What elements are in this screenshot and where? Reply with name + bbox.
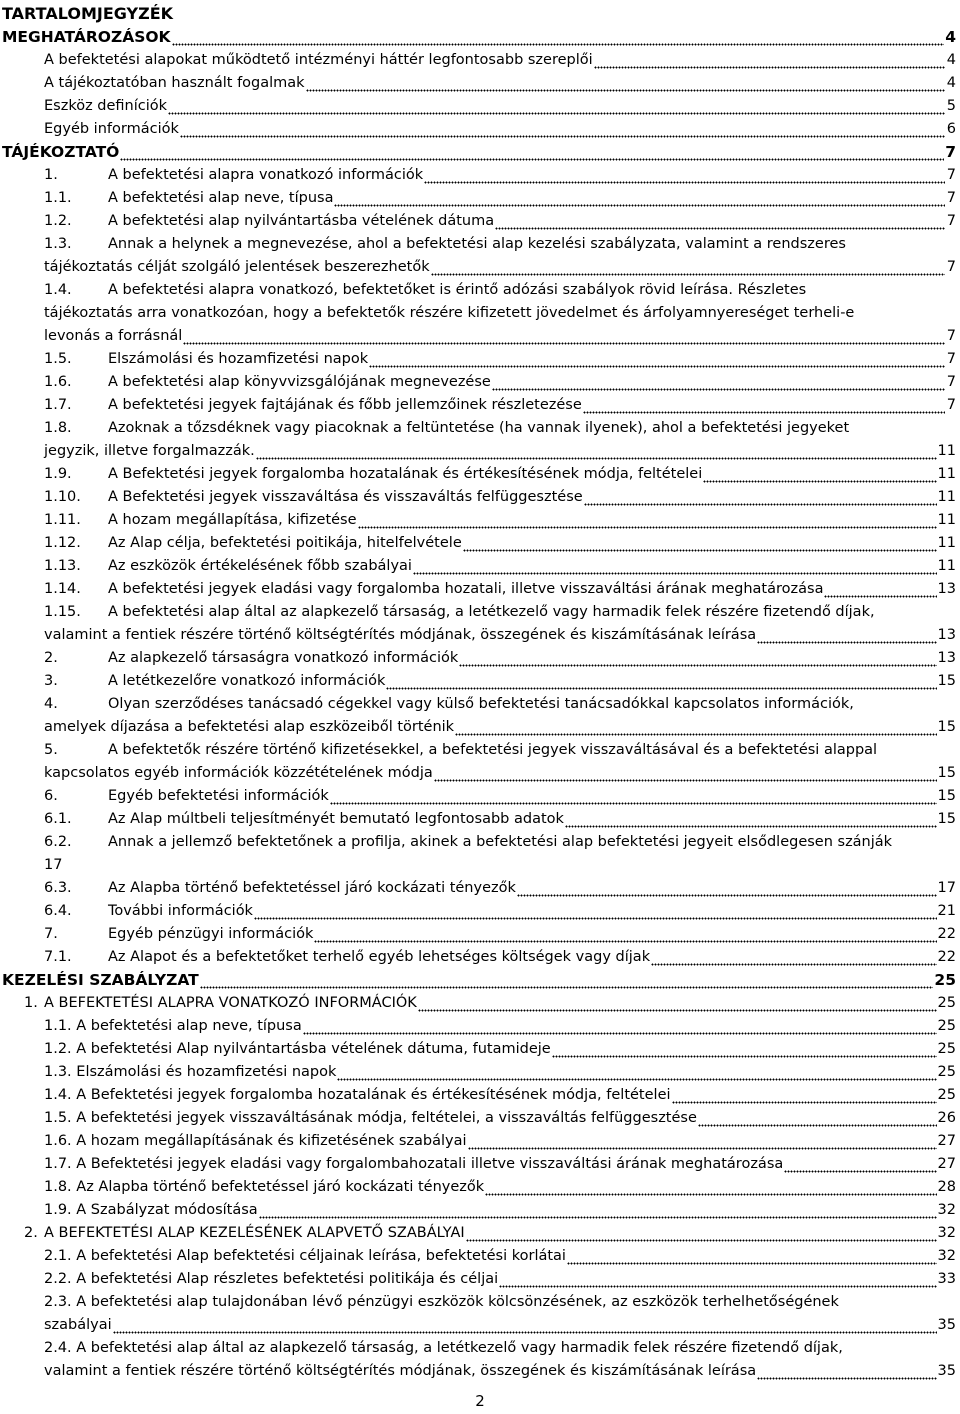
toc-entry-page: 7 <box>946 374 956 390</box>
toc-entry-line <box>0 1061 960 1084</box>
toc-entry-number: 5. <box>44 742 58 758</box>
toc-entry-line <box>0 854 960 877</box>
toc-entry-text: Eszköz definíciók <box>44 98 168 114</box>
toc-entry-number: 1.15. <box>44 604 81 620</box>
toc-entry-text: 1.4. A Befektetési jegyek forgalomba hozatalának és értékesítésének módja, feltételei <box>44 1087 671 1103</box>
toc-entry[interactable] <box>0 1153 960 1176</box>
toc-entry-text: A befektetési alap neve, típusa <box>108 190 334 206</box>
toc-entry-text: 1.5. A befektetési jegyek visszaváltásának módja, feltételei, a visszaváltás felfüggesztése <box>44 1110 697 1126</box>
toc-entry-text: További információk <box>108 903 253 919</box>
toc-entry-text: Annak a jellemző befektetőnek a profilja, akinek a befektetési alap befektetési jegyeit elsődlegesen szánják <box>108 834 893 850</box>
toc-entry-text: 1.6. A hozam megállapításának és kifizetésének szabályai <box>44 1133 467 1149</box>
dot-leader <box>583 394 945 417</box>
toc-entry-text: Az eszközök értékelésének főbb szabályai <box>108 558 412 574</box>
toc-entry[interactable] <box>0 72 960 95</box>
dot-leader <box>492 371 945 394</box>
toc-entry-line <box>0 1222 960 1245</box>
toc-entry-text: A befektetési alap által az alapkezelő társaság, a letétkezelő vagy harmadik felek részére fizetendő díjak, <box>108 604 875 620</box>
dot-leader <box>200 969 934 992</box>
toc-entry[interactable] <box>0 555 960 578</box>
toc-entry-text: A Befektetési jegyek forgalomba hozatalának és értékesítésének módja, feltételei <box>108 466 703 482</box>
dot-leader <box>698 1107 937 1130</box>
toc-entry-line <box>0 808 960 831</box>
toc-entry-text: A befektetési alapokat működtető intézményi háttér legfontosabb szereplői <box>44 52 593 68</box>
toc-entry-number: 6.2. <box>44 834 72 850</box>
toc-entry-page: 13 <box>937 627 956 643</box>
toc-entry-text: KEZELÉSI SZABÁLYZAT <box>2 971 199 989</box>
toc-entry[interactable] <box>0 1084 960 1107</box>
toc-entry-page: 7 <box>946 397 956 413</box>
toc-entry-line <box>0 302 960 325</box>
toc-entry-number: 1.3. <box>44 236 72 252</box>
toc-entry[interactable] <box>0 647 960 670</box>
toc-entry-page: 7 <box>945 143 956 161</box>
toc-entry[interactable] <box>0 164 960 187</box>
toc-entry-text: 1.8. Az Alapba történő befektetéssel járó kockázati tényezők <box>44 1179 485 1195</box>
toc-entry-line <box>0 1107 960 1130</box>
toc-entry-page: 27 <box>937 1133 956 1149</box>
toc-entry[interactable] <box>0 95 960 118</box>
toc-entry-page: 25 <box>934 971 956 989</box>
toc-entry-page: 35 <box>937 1317 956 1333</box>
toc-entry[interactable] <box>0 26 960 49</box>
toc-entry-line <box>0 1038 960 1061</box>
toc-entry-number: 7. <box>44 926 58 942</box>
toc-entry-text: 1.9. A Szabályzat módosítása <box>44 1202 258 1218</box>
toc-entry-line <box>0 187 960 210</box>
toc-entry-line <box>0 164 960 187</box>
dot-leader <box>757 1360 936 1383</box>
toc-entry-line <box>0 946 960 969</box>
toc-entry-text: Egyéb befektetési információk <box>108 788 329 804</box>
toc-entry[interactable] <box>0 1107 960 1130</box>
toc-entry-text: tájékoztatás arra vonatkozóan, hogy a befektetők részére kifizetett jövedelmet és árfolyamnyereséget terheli-e <box>44 305 855 321</box>
dot-leader <box>594 49 945 72</box>
dot-leader <box>455 716 936 739</box>
dot-leader <box>485 1176 936 1199</box>
toc-entry-line <box>0 1130 960 1153</box>
toc-entry-line <box>0 49 960 72</box>
toc-entry-line <box>0 900 960 923</box>
toc-entry-text: MEGHATÁROZÁSOK <box>2 28 171 46</box>
dot-leader <box>183 325 945 348</box>
toc-entry-line <box>0 923 960 946</box>
toc-entry-text: 1.7. A Befektetési jegyek eladási vagy forgalombahozatali illetve visszaváltási árának meghatározása <box>44 1156 784 1172</box>
toc-entry-line <box>0 1084 960 1107</box>
toc-entry[interactable] <box>0 1268 960 1291</box>
toc-entry[interactable] <box>0 118 960 141</box>
toc-entry-page: 4 <box>945 28 956 46</box>
toc-entry-number: 3. <box>44 673 58 689</box>
toc-entry[interactable] <box>0 1038 960 1061</box>
toc-entry-text: valamint a fentiek részére történő költségtérítés módjának, összegének és kiszámításának leírása <box>44 1363 757 1379</box>
toc-entry-page: 28 <box>937 1179 956 1195</box>
toc-entry[interactable] <box>0 1015 960 1038</box>
toc-entry-text: Azoknak a tőzsdéknek vagy piacoknak a feltüntetése (ha vannak ilyenek), ahol a befektetési jegyeket <box>108 420 850 436</box>
toc-entry-page: 26 <box>937 1110 956 1126</box>
toc-entry-line <box>0 578 960 601</box>
toc-entry-page: 25 <box>937 1064 956 1080</box>
dot-leader <box>431 256 945 279</box>
dot-leader <box>499 1268 936 1291</box>
dot-leader <box>180 118 945 141</box>
toc-entry[interactable] <box>0 969 960 992</box>
toc-entry-text: Egyéb információk <box>44 121 179 137</box>
toc-entry-number: 1.2. <box>44 213 72 229</box>
toc-entry-number: 1.9. <box>44 466 72 482</box>
dot-leader <box>703 463 936 486</box>
toc-entry-line <box>0 1245 960 1268</box>
toc-entry-number: 6.4. <box>44 903 72 919</box>
toc-entry-line <box>0 831 960 854</box>
dot-leader <box>334 187 945 210</box>
dot-leader <box>120 141 944 164</box>
toc-entry-page: 15 <box>937 765 956 781</box>
toc-entry-page: 32 <box>937 1202 956 1218</box>
toc-entry[interactable] <box>0 693 960 739</box>
toc-entry-text: A BEFEKTETÉSI ALAP KEZELÉSÉNEK ALAPVETŐ SZABÁLYAI <box>44 1225 465 1241</box>
dot-leader <box>434 762 937 785</box>
toc-entry-text: Annak a helynek a megnevezése, ahol a befektetési alap kezelési szabályzata, valamint a rendszeres <box>108 236 846 252</box>
toc-entry-page: 25 <box>937 1087 956 1103</box>
toc-entry-text: A befektetési jegyek fajtájának és főbb jellemzőinek részletezése <box>108 397 582 413</box>
toc-entry-page: 21 <box>937 903 956 919</box>
dot-leader <box>369 348 945 371</box>
toc-entry-line <box>0 26 960 49</box>
toc-entry-line <box>0 417 960 440</box>
toc-entry-text: 1.3. Elszámolási és hozamfizetési napok <box>44 1064 337 1080</box>
toc-entry-line <box>0 141 960 164</box>
toc-entry-line <box>0 394 960 417</box>
toc-entry-page: 7 <box>946 190 956 206</box>
toc-entry[interactable] <box>0 1199 960 1222</box>
toc-entry-line <box>0 509 960 532</box>
toc-entry-page: 13 <box>937 650 956 666</box>
toc-entry-line <box>0 348 960 371</box>
toc-entry-page: 32 <box>937 1248 956 1264</box>
toc-entry-number: 6.3. <box>44 880 72 896</box>
toc-entry-line <box>0 233 960 256</box>
toc-entry-number: 1.1. <box>44 190 72 206</box>
dot-leader <box>584 486 937 509</box>
dot-leader <box>306 72 945 95</box>
dot-leader <box>113 1314 937 1337</box>
toc-entry-line <box>0 463 960 486</box>
toc-entry[interactable] <box>0 279 960 348</box>
toc-entry[interactable] <box>0 210 960 233</box>
dot-leader <box>172 26 945 49</box>
toc-entry[interactable] <box>0 49 960 72</box>
toc-entry-line <box>0 785 960 808</box>
toc-entry[interactable] <box>0 739 960 785</box>
toc-entry-line <box>0 670 960 693</box>
toc-entry[interactable] <box>0 233 960 279</box>
dot-leader <box>386 670 936 693</box>
toc-entry-page: 25 <box>937 995 956 1011</box>
toc-entry-text: 2.1. A befektetési Alap befektetési céljainak leírása, befektetési korlátai <box>44 1248 566 1264</box>
toc-entry[interactable] <box>0 1337 960 1383</box>
toc-entry-page: 22 <box>937 949 956 965</box>
toc-entry[interactable] <box>0 670 960 693</box>
toc-entry-line <box>0 532 960 555</box>
toc-entry-text: tájékoztatás célját szolgáló jelentések beszerezhetők <box>44 259 430 275</box>
toc-entry-number: 2. <box>44 650 58 666</box>
dot-leader <box>672 1084 937 1107</box>
toc-entry[interactable] <box>0 1130 960 1153</box>
toc-entry[interactable] <box>0 1222 960 1245</box>
dot-leader <box>259 1199 937 1222</box>
toc-entry-line <box>0 279 960 302</box>
dot-leader <box>254 900 937 923</box>
toc-entry-number: 1. <box>44 167 58 183</box>
toc-entry-page: 22 <box>937 926 956 942</box>
toc-entry[interactable] <box>0 578 960 601</box>
toc-entry-page: 7 <box>946 328 956 344</box>
toc-entry-number: 1.11. <box>44 512 81 528</box>
toc-entry-text: A BEFEKTETÉSI ALAPRA VONATKOZÓ INFORMÁCIÓK <box>44 995 417 1011</box>
toc-entry-number: 6.1. <box>44 811 72 827</box>
toc-entry-line <box>0 72 960 95</box>
dot-leader <box>256 440 937 463</box>
toc-entry[interactable] <box>0 877 960 900</box>
toc-entry-line <box>0 1268 960 1291</box>
dot-leader <box>552 1038 937 1061</box>
toc-entry[interactable] <box>0 923 960 946</box>
toc-entry-text: 1.2. A befektetési Alap nyilvántartásba vételének dátuma, futamideje <box>44 1041 551 1057</box>
dot-leader <box>784 1153 936 1176</box>
toc-entry-page: 15 <box>937 673 956 689</box>
toc-entry-text: Az Alap célja, befektetési poitikája, hitelfelvétele <box>108 535 462 551</box>
toc-entry-line <box>0 210 960 233</box>
toc-entry-text: amelyek díjazása a befektetési alap eszközeiből történik <box>44 719 455 735</box>
toc-entry-page: 35 <box>937 1363 956 1379</box>
dot-leader <box>358 509 937 532</box>
toc-entry-number: 1.4. <box>44 282 72 298</box>
toc-entry-page: 25 <box>937 1018 956 1034</box>
toc-entry[interactable] <box>0 371 960 394</box>
toc-entry-text: A befektetési alap nyilvántartásba vételének dátuma <box>108 213 495 229</box>
toc-entry-line <box>0 256 960 279</box>
toc-entry-page: 11 <box>937 558 956 574</box>
toc-entry-text: 17 <box>44 857 63 873</box>
dot-leader <box>314 923 936 946</box>
toc-entry-line <box>0 1015 960 1038</box>
toc-entry-text: kapcsolatos egyéb információk közzétételének módja <box>44 765 433 781</box>
dot-leader <box>466 1222 937 1245</box>
dot-leader <box>424 164 945 187</box>
toc-entry-text: A letétkezelőre vonatkozó információk <box>108 673 386 689</box>
toc-entry-page: 7 <box>946 351 956 367</box>
toc-entry-number: 2. <box>24 1225 38 1241</box>
toc-entry-line <box>0 555 960 578</box>
toc-entry-line <box>0 95 960 118</box>
dot-leader <box>495 210 945 233</box>
toc-entry-line <box>0 1337 960 1360</box>
toc-entry-text: 2.3. A befektetési alap tulajdonában lévő pénzügyi eszközök kölcsönzésének, az eszközök terhelhetőségének <box>44 1294 839 1310</box>
toc-entry-page: 6 <box>946 121 956 137</box>
toc-entry-page: 32 <box>937 1225 956 1241</box>
toc-entry-page: 25 <box>937 1041 956 1057</box>
dot-leader <box>330 785 937 808</box>
toc-entry-line <box>0 440 960 463</box>
toc-entry-page: 11 <box>937 535 956 551</box>
toc-entry-text: A hozam megállapítása, kifizetése <box>108 512 357 528</box>
toc-entry-page: 7 <box>946 213 956 229</box>
toc-entry[interactable] <box>0 831 960 877</box>
toc-entry-line <box>0 762 960 785</box>
toc-entry[interactable] <box>0 463 960 486</box>
toc-entry-line <box>0 1176 960 1199</box>
toc-entry-page: 11 <box>937 489 956 505</box>
toc-entry[interactable] <box>0 900 960 923</box>
toc-entry-page: 4 <box>946 75 956 91</box>
toc-entry-page: 11 <box>937 443 956 459</box>
toc-entry[interactable] <box>0 486 960 509</box>
page-number: 2 <box>475 1392 485 1410</box>
toc-entry-line <box>0 992 960 1015</box>
toc-entry-text: A Befektetési jegyek visszaváltása és visszaváltás felfüggesztése <box>108 489 583 505</box>
toc-title: TARTALOMJEGYZÉK <box>2 4 174 23</box>
toc-entry[interactable] <box>0 509 960 532</box>
dot-leader <box>565 808 937 831</box>
toc-entry-line <box>0 1314 960 1337</box>
toc-entry-text: jegyzik, illetve forgalmazzák. <box>44 443 255 459</box>
toc-entry-text: A befektetési alap könyvvizsgálójának megnevezése <box>108 374 491 390</box>
toc-entry-line <box>0 486 960 509</box>
toc-entry-text: TÁJÉKOZTATÓ <box>2 143 120 161</box>
toc-entry[interactable] <box>0 1291 960 1337</box>
toc-entry-number: 1.6. <box>44 374 72 390</box>
toc-entry[interactable] <box>0 187 960 210</box>
toc-entry-line <box>0 601 960 624</box>
toc-entry-text: valamint a fentiek részére történő költségtérítés módjának, összegének és kiszámításának leírása <box>44 627 757 643</box>
dot-leader <box>463 532 937 555</box>
toc-entry-text: A befektetési alapra vonatkozó, befektetőket is érintő adózási szabályok rövid leírása. Részletes <box>108 282 807 298</box>
toc-entry[interactable] <box>0 1061 960 1084</box>
dot-leader <box>517 877 937 900</box>
toc-entry-line <box>0 325 960 348</box>
dot-leader <box>651 946 936 969</box>
toc-entry-number: 4. <box>44 696 58 712</box>
toc-entry-text: szabályai <box>44 1317 112 1333</box>
toc-entry-line <box>0 1360 960 1383</box>
toc-entry-line <box>0 877 960 900</box>
toc-entry-line <box>0 647 960 670</box>
dot-leader <box>824 578 936 601</box>
toc-entry-page: 15 <box>937 788 956 804</box>
toc-entry-page: 33 <box>937 1271 956 1287</box>
toc-entry-line <box>0 693 960 716</box>
toc-entry[interactable] <box>0 348 960 371</box>
dot-leader <box>418 992 937 1015</box>
toc-entry-page: 11 <box>937 512 956 528</box>
toc-entry[interactable] <box>0 394 960 417</box>
toc-entry-line <box>0 118 960 141</box>
dot-leader <box>337 1061 936 1084</box>
toc-entry-text: Az Alapba történő befektetéssel járó kockázati tényezők <box>108 880 516 896</box>
toc-entry[interactable] <box>0 417 960 463</box>
toc-entry[interactable] <box>0 785 960 808</box>
toc-entry[interactable] <box>0 141 960 164</box>
toc-entry-text: levonás a forrásnál <box>44 328 183 344</box>
toc-entry-number: 6. <box>44 788 58 804</box>
toc-entry-text: Elszámolási és hozamfizetési napok <box>108 351 369 367</box>
toc-entry-text: Olyan szerződéses tanácsadó cégekkel vagy külső befektetési tanácsadókkal kapcsolatos információk, <box>108 696 854 712</box>
toc-entry-text: Az Alapot és a befektetőket terhelő egyéb lehetséges költségek vagy díjak <box>108 949 651 965</box>
toc-entry-line <box>0 1291 960 1314</box>
toc-entry-line <box>0 1153 960 1176</box>
toc-entry-line <box>0 1199 960 1222</box>
toc-entry-text: A tájékoztatóban használt fogalmak <box>44 75 305 91</box>
toc-entry[interactable] <box>0 808 960 831</box>
toc-entry-page: 27 <box>937 1156 956 1172</box>
toc-entry-line <box>0 371 960 394</box>
toc-entry-page: 11 <box>937 466 956 482</box>
toc-entry-text: Az alapkezelő társaságra vonatkozó információk <box>108 650 459 666</box>
toc-entry-line <box>0 739 960 762</box>
toc-entry-page: 17 <box>937 880 956 896</box>
dot-leader <box>567 1245 937 1268</box>
toc-entry[interactable] <box>0 946 960 969</box>
toc-entry-text: 2.4. A befektetési alap által az alapkezelő társaság, a letétkezelő vagy harmadik felek részére fizetendő díjak, <box>44 1340 843 1356</box>
toc-entry-text: A befektetési jegyek eladási vagy forgalomba hozatali, illetve visszaváltási árának meghatározása <box>108 581 824 597</box>
toc-entry-text: 1.1. A befektetési alap neve, típusa <box>44 1018 302 1034</box>
toc-entry-line <box>0 624 960 647</box>
toc-entry-number: 1.12. <box>44 535 81 551</box>
toc-entry[interactable] <box>0 1176 960 1199</box>
toc-entry-text: Az Alap múltbeli teljesítményét bemutató legfontosabb adatok <box>108 811 564 827</box>
toc-entry-page: 13 <box>937 581 956 597</box>
toc-entry-page: 5 <box>946 98 956 114</box>
dot-leader <box>757 624 936 647</box>
toc-entry-text: Egyéb pénzügyi információk <box>108 926 314 942</box>
toc-entry-number: 1.10. <box>44 489 81 505</box>
toc-entry[interactable] <box>0 992 960 1015</box>
toc-entry-page: 7 <box>946 167 956 183</box>
toc-entry-page: 4 <box>946 52 956 68</box>
toc-entry-text: 2.2. A befektetési Alap részletes befektetési politikája és céljai <box>44 1271 499 1287</box>
toc-entry-number: 1. <box>24 995 38 1011</box>
dot-leader <box>413 555 937 578</box>
toc-entry-number: 1.8. <box>44 420 72 436</box>
dot-leader <box>168 95 945 118</box>
toc-entry-number: 7.1. <box>44 949 72 965</box>
toc-entry-line <box>0 969 960 992</box>
toc-entry-page: 15 <box>937 719 956 735</box>
toc-entry-number: 1.7. <box>44 397 72 413</box>
dot-leader <box>459 647 936 670</box>
toc-entry[interactable] <box>0 601 960 647</box>
dot-leader <box>468 1130 937 1153</box>
toc-entry-number: 1.13. <box>44 558 81 574</box>
toc-entry-page: 7 <box>946 259 956 275</box>
toc-entry-line <box>0 716 960 739</box>
toc-entry-page: 15 <box>937 811 956 827</box>
toc-entry-number: 1.14. <box>44 581 81 597</box>
toc-entry-text: A befektetési alapra vonatkozó információk <box>108 167 424 183</box>
toc-entry[interactable] <box>0 532 960 555</box>
dot-leader <box>303 1015 937 1038</box>
toc-entry-number: 1.5. <box>44 351 72 367</box>
toc-entry[interactable] <box>0 1245 960 1268</box>
toc-entry-text: A befektetők részére történő kifizetésekkel, a befektetési jegyek visszaváltásával és a befektetési alappal <box>108 742 878 758</box>
